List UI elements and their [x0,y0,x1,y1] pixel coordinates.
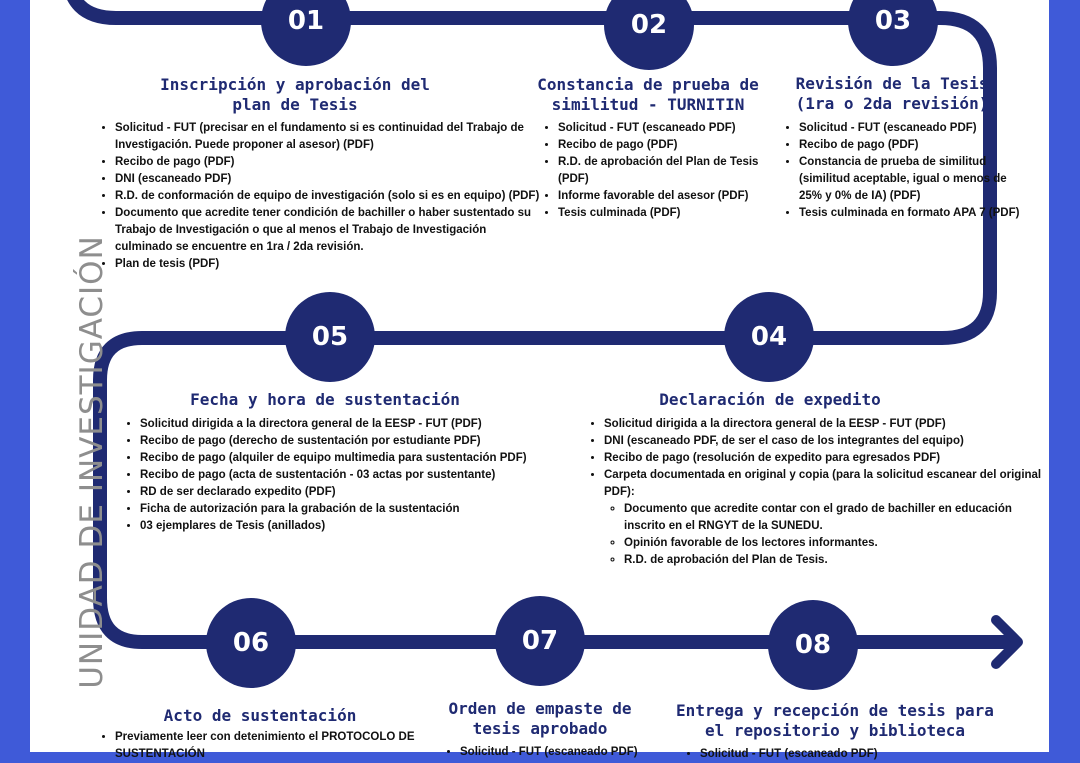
list-item: • Solicitud dirigida a la directora general de la EESP - FUT (PDF) [140,416,580,433]
list-item: • Solicitud dirigida a la directora general de la EESP - FUT (PDF) [604,416,1054,433]
step-08-title-line-1: Entrega y recepción de tesis para [676,701,994,720]
list-item: • Recibo de pago (derecho de sustentación por estudiante PDF) [140,433,580,450]
step-06-list [97,729,445,763]
list-item: • Recibo de pago (acta de sustentación - 03 actas por sustentante) [140,467,580,484]
paper-background [30,0,1049,760]
list-item: • 03 ejemplares de Tesis (anillados) [140,518,580,535]
list-item [604,467,1054,569]
sub-list-item: ◦ Documento que acredite contar con el grado de bachiller en educación inscrito en el RNGYT de la SUNEDU. [624,501,1054,535]
list-item: • Recibo de pago (resolución de expedito para egresados PDF) [604,450,1054,467]
list-item: • R.D. de conformación de equipo de investigación (solo si es en equipo) (PDF) [115,188,545,205]
list-item: • Informe favorable del asesor (PDF) [558,188,788,205]
list-item: • RD de ser declarado expedito (PDF) [140,484,580,501]
list-item-text: Carpeta documentada en original y copia (para la solicitud escanear del original PDF): [604,469,1042,498]
list-item: • Previamente leer con detenimiento el PROTOCOLO DE SUSTENTACIÓN [115,729,445,763]
step-03-title-line-1: Revisión de la Tesis [795,74,989,93]
list-item: • Solicitud - FUT (precisar en el fundamento si es continuidad del Trabajo de Investigación. Puede proponer al asesor) (PDF) [115,120,545,154]
step-07-title-line-2: tesis aprobado [472,719,608,738]
step-04-circle: 04 [724,292,814,382]
list-item: • Plan de tesis (PDF) [115,256,545,273]
step-08-list [682,746,960,763]
step-08-title [670,701,1000,741]
step-07-circle: 07 [495,596,585,686]
step-05-title-line-1: Fecha y hora de sustentación [190,390,460,409]
step-07-title [440,699,640,739]
list-item: • Tesis culminada (PDF) [558,205,788,222]
list-item: • Solicitud - FUT (escaneado PDF) [558,120,788,137]
list-item: • Recibo de pago (PDF) [115,154,545,171]
sub-list-item: ◦ Opinión favorable de los lectores informantes. [624,535,1054,552]
step-01-title [150,75,440,115]
list-item: • DNI (escaneado PDF) [115,171,545,188]
step-02-list [540,120,788,222]
step-06-circle: 06 [206,598,296,688]
step-03-circle: 03 [848,0,938,66]
step-06-title [140,706,380,726]
side-title: UNIDAD DE INVESTIGACIÓN [74,235,110,689]
step-04-title-line-1: Declaración de expedito [659,390,881,409]
step-05-circle: 05 [285,292,375,382]
list-item: • Constancia de prueba de similitud (similitud aceptable, igual o menos de 25% y 0% de IA) (PDF) [799,154,1029,205]
step-03-list [781,120,1029,222]
step-03-title-line-2: (1ra o 2da revisión) [795,94,989,113]
step-04-title [620,390,920,410]
step-07-list [442,744,700,761]
list-item: • R.D. de aprobación del Plan de Tesis (PDF) [558,154,788,188]
step-02-title-line-1: Constancia de prueba de [537,75,759,94]
step-02-title-line-2: similitud - TURNITIN [551,95,745,114]
step-02-circle: 02 [604,0,694,70]
step-07-title-line-1: Orden de empaste de [448,699,632,718]
list-item: • DNI (escaneado PDF, de ser el caso de los integrantes del equipo) [604,433,1054,450]
step-06-title-line-1: Acto de sustentación [163,706,357,725]
step-08-title-line-2: el repositorio y biblioteca [704,721,966,740]
step-05-title [160,390,490,410]
step-05-list [122,416,580,535]
step-04-list [586,416,1054,569]
list-item: • Documento que acredite tener condición de bachiller o haber sustentado su Trabajo de Investigación o que al menos el Trabajo de Investigación culminado se encuentre en 1ra / 2da revisión. [115,205,545,256]
list-item: • Recibo de pago (PDF) [558,137,788,154]
list-item: • Solicitud - FUT (escaneado PDF) [700,746,960,763]
list-item: • Recibo de pago (alquiler de equipo multimedia para sustentación PDF) [140,450,580,467]
step-02-title [528,75,768,115]
step-08-circle: 08 [768,600,858,690]
sub-list-item: ◦ R.D. de aprobación del Plan de Tesis. [624,552,1054,569]
list-item: • Tesis culminada en formato APA 7 (PDF) [799,205,1029,222]
step-01-title-line-1: Inscripción y aprobación del [160,75,430,94]
step-01-list [97,120,545,273]
step-04-sublist [604,501,1054,569]
list-item: • Ficha de autorización para la grabación de la sustentación [140,501,580,518]
list-item: • Solicitud - FUT (escaneado PDF) [460,744,700,761]
step-01-circle: 01 [261,0,351,66]
step-01-title-line-2: plan de Tesis [232,95,358,114]
list-item: • Recibo de pago (PDF) [799,137,1029,154]
step-03-title [792,74,992,114]
list-item: • Solicitud - FUT (escaneado PDF) [799,120,1029,137]
